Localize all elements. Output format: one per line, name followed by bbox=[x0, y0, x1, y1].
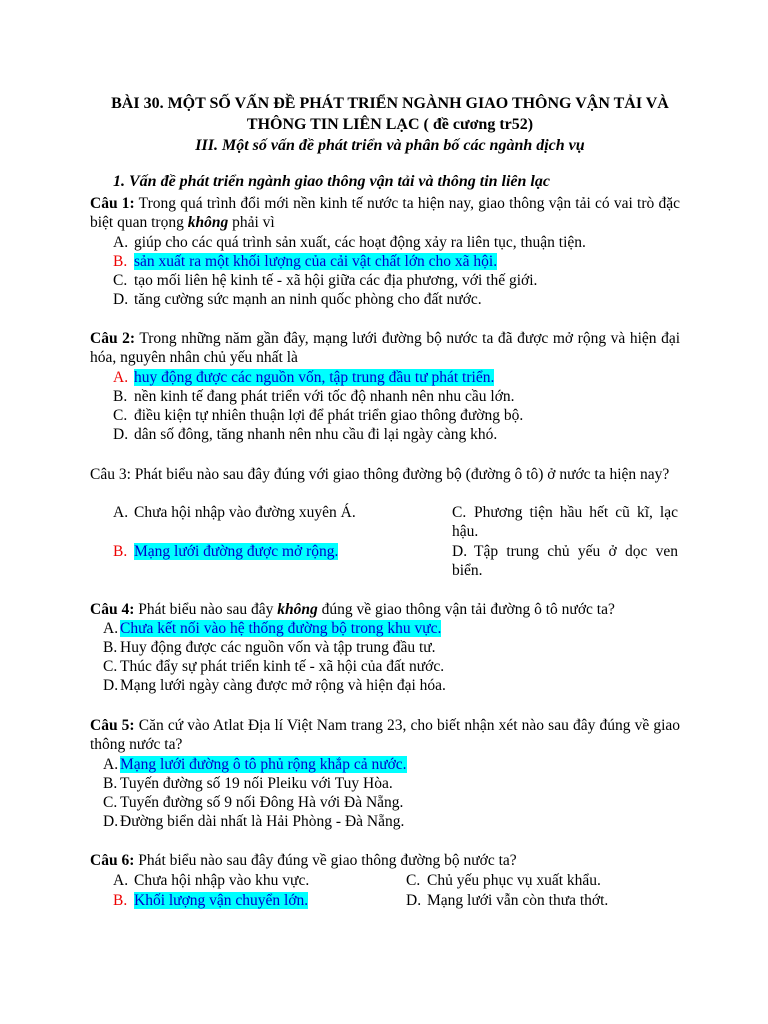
question-keyword: không bbox=[277, 601, 318, 618]
q1-option-d: D. tăng cường sức mạnh an ninh quốc phòng cho đất nước. bbox=[113, 291, 482, 308]
question-text: Phát biểu nào sau đây bbox=[134, 601, 278, 618]
q3-option-c: C. Phương tiện hầu hết cũ kĩ, lạc hậu. bbox=[452, 504, 678, 540]
question-text: Trong những năm gần đây, mạng lưới đường bộ nước ta đã được mở rộng và hiện đại hóa, nguyên nhân chủ yếu nhất là bbox=[90, 330, 681, 366]
q4-option-a-answer: A. Chưa kết nối vào hệ thống đường bộ trong khu vực. bbox=[103, 620, 442, 637]
q5-option-b: B. Tuyến đường số 19 nối Pleiku với Tuy Hòa. bbox=[103, 775, 393, 792]
title-line-1: BÀI 30. MỘT SỐ VẤN ĐỀ PHÁT TRIỂN NGÀNH GIAO THÔNG VẬN TẢI VÀ bbox=[111, 95, 669, 112]
q4-option-b: B. Huy động được các nguồn vốn và tập trung đầu tư. bbox=[103, 639, 436, 656]
q5-option-a-answer: A. Mạng lưới đường ô tô phủ rộng khắp cả nước. bbox=[103, 756, 407, 773]
q3-option-d: D. Tập trung chủ yếu ở dọc ven biển. bbox=[452, 543, 678, 579]
q6-option-d: D. Mạng lưới vẫn còn thưa thớt. bbox=[406, 892, 609, 909]
q5-option-c: C. Tuyến đường số 9 nối Đông Hà với Đà Nẵng. bbox=[103, 794, 404, 811]
question-text: Căn cứ vào Atlat Địa lí Việt Nam trang 23, cho biết nhận xét nào sau đây đúng về giao thông nước ta? bbox=[90, 717, 680, 753]
q2-option-a-answer: A. huy động được các nguồn vốn, tập trung đầu tư phát triển. bbox=[113, 369, 495, 386]
q6-option-c: C. Chủ yếu phục vụ xuất khẩu. bbox=[406, 872, 601, 889]
q6-option-b-answer: B. Khối lượng vận chuyển lớn. bbox=[113, 892, 309, 909]
q1-option-b-answer: B. sản xuất ra một khối lượng của cải vật chất lớn cho xã hội. bbox=[113, 253, 498, 270]
question-1 bbox=[90, 194, 680, 232]
question-5 bbox=[90, 716, 680, 754]
q5-option-d: D. Đường biển dài nhất là Hải Phòng - Đà Nẵng. bbox=[103, 813, 405, 830]
question-text-end: phải vì bbox=[228, 214, 275, 231]
question-2 bbox=[90, 329, 680, 367]
q4-option-d: D. Mạng lưới ngày càng được mở rộng và hiện đại hóa. bbox=[103, 677, 446, 694]
question-label: Câu 4: bbox=[90, 601, 135, 618]
q3-option-b-answer: B. Mạng lưới đường được mở rộng. bbox=[113, 543, 339, 560]
q2-option-b: B. nền kinh tế đang phát triển với tốc độ nhanh nên nhu cầu lớn. bbox=[113, 388, 515, 405]
q6-option-a: A. Chưa hội nhập vào khu vực. bbox=[113, 872, 310, 889]
q2-option-c: C. điều kiện tự nhiên thuận lợi để phát triển giao thông đường bộ. bbox=[113, 407, 524, 424]
question-text: Trong quá trình đổi mới nền kinh tế nước ta hiện nay, giao thông vận tải có vai trò đặc biệt quan trọng bbox=[90, 195, 681, 231]
q1-option-c: C. tạo mối liên hệ kinh tế - xã hội giữa các địa phương, với thế giới. bbox=[113, 272, 538, 289]
q1-option-a: A. giúp cho các quá trình sản xuất, các hoạt động xảy ra liên tục, thuận tiện. bbox=[113, 234, 586, 251]
question-3: Câu 3: Phát biểu nào sau đây đúng với giao thông đường bộ (đường ô tô) ở nước ta hiện nay? bbox=[90, 466, 670, 483]
lesson-title bbox=[90, 93, 690, 156]
q4-option-c: C. Thúc đẩy sự phát triển kinh tế - xã hội của đất nước. bbox=[103, 658, 445, 675]
question-label: Câu 2: bbox=[90, 330, 136, 347]
question-keyword: không bbox=[187, 214, 229, 231]
q2-option-d: D. dân số đông, tăng nhanh nên nhu cầu đi lại ngày càng khó. bbox=[113, 426, 498, 443]
title-line-3: III. Một số vấn đề phát triển và phân bố các ngành dịch vụ bbox=[195, 137, 585, 154]
question-label: Câu 1: bbox=[90, 195, 135, 212]
question-4 bbox=[90, 600, 680, 619]
section-heading: 1. Vấn đề phát triển ngành giao thông vận tải và thông tin liên lạc bbox=[113, 173, 550, 190]
title-line-2: THÔNG TIN LIÊN LẠC ( đề cương tr52) bbox=[246, 116, 534, 133]
q3-option-a: A. Chưa hội nhập vào đường xuyên Á. bbox=[113, 504, 356, 521]
question-6 bbox=[90, 851, 680, 870]
question-label: Câu 5: bbox=[90, 717, 135, 734]
question-text-end: đúng về giao thông vận tải đường ô tô nước ta? bbox=[317, 601, 615, 618]
question-text: Phát biểu nào sau đây đúng về giao thông đường bộ nước ta? bbox=[134, 852, 517, 869]
question-label: Câu 6: bbox=[90, 852, 135, 869]
